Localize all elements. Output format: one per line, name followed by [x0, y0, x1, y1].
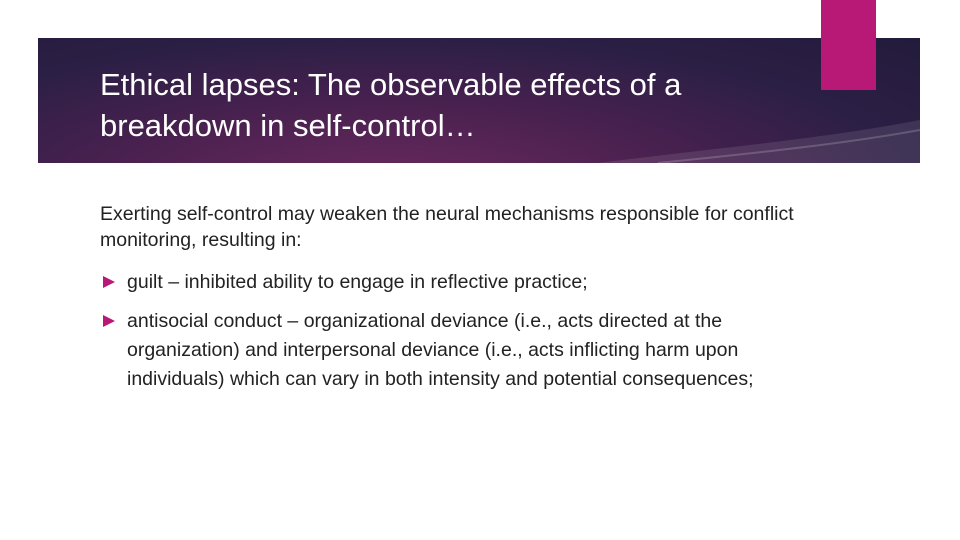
bullet-text: antisocial conduct – organizational deviance (i.e., acts directed at the organization) and interpersonal deviance (i.e., acts inflicting harm upon individuals) which can vary in both intensity and potential consequences; — [127, 310, 754, 390]
intro-paragraph: Exerting self-control may weaken the neural mechanisms responsible for conflict monitoring, resulting in: — [100, 203, 794, 251]
list-item — [100, 307, 800, 394]
slide-title: Ethical lapses: The observable effects of a breakdown in self-control… — [100, 67, 682, 143]
bullet-text: guilt – inhibited ability to engage in reflective practice; — [127, 271, 588, 293]
bullet-list — [100, 268, 800, 404]
accent-block — [821, 0, 876, 90]
triangle-bullet-icon — [103, 315, 115, 327]
triangle-bullet-icon — [103, 276, 115, 288]
list-item — [100, 268, 800, 297]
